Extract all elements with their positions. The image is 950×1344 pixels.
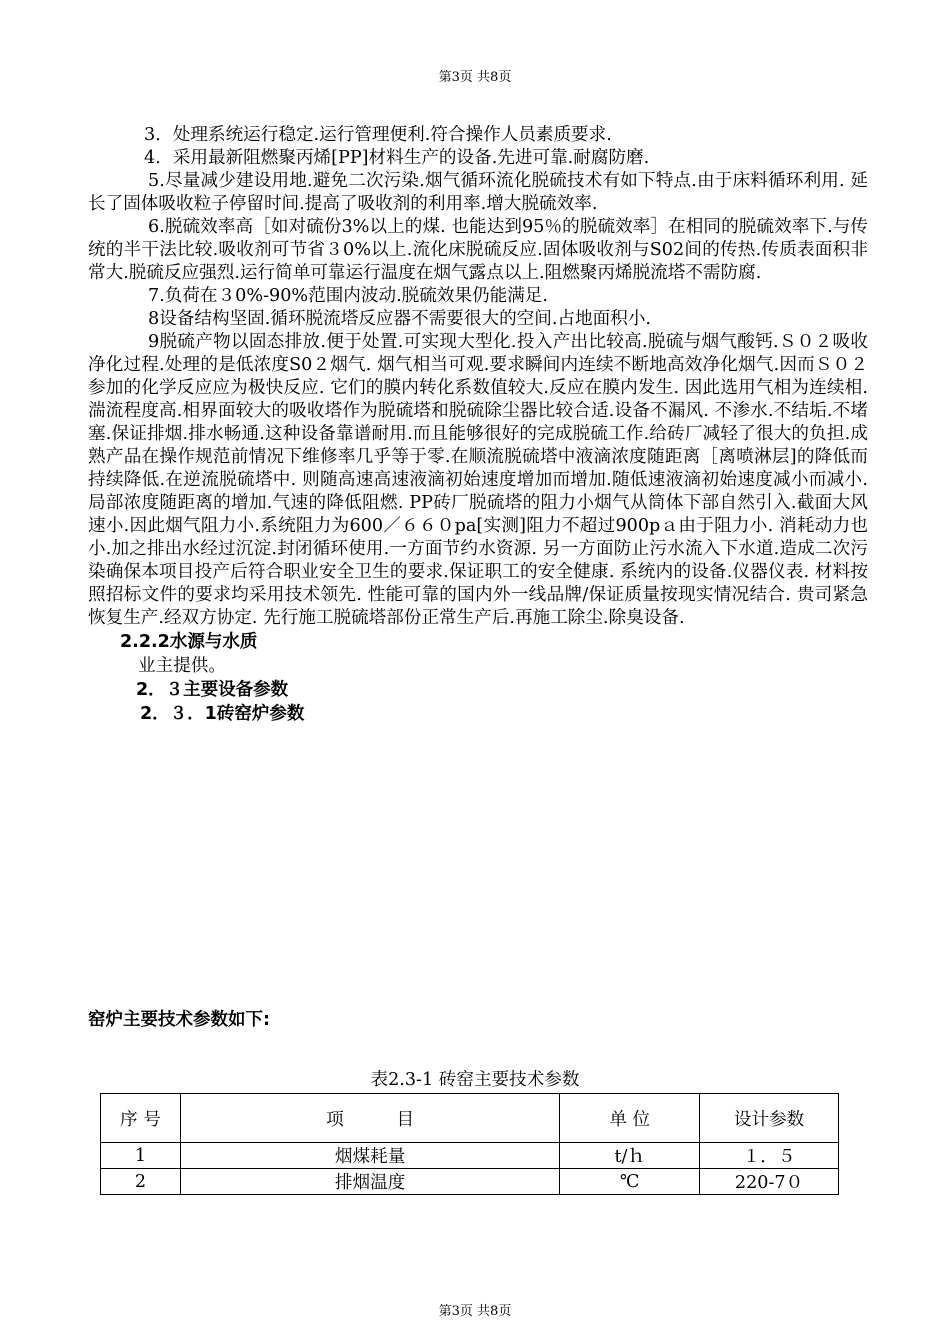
column-header-unit: 单 位 (560, 1094, 700, 1143)
section-heading-2-3: 2．３主要设备参数 (136, 680, 289, 700)
table-cell: 排烟温度 (180, 1169, 559, 1195)
table-intro: 窑炉主要技术参数如下: (88, 1010, 270, 1030)
table-header-row (101, 1094, 839, 1143)
water-source-text: 业主提供。 (138, 656, 226, 676)
paragraph-3: 3．处理系统运行稳定.运行管理便利.符合操作人员素质要求. (144, 125, 612, 145)
page-header: 第3页 共8页 (438, 70, 512, 85)
table-cell: 2 (101, 1169, 181, 1195)
column-header-design-param: 设计参数 (700, 1094, 839, 1143)
paragraph-6: 6.脱硫效率高［如对硫份3%以上的煤. 也能达到95％的脱硫效率］在相同的脱硫效率下.与传统的半干法比较.吸收剂可节省３0%以上.流化床脱硫反应.固体吸收剂与S02间的传热.传质表面积非常大.脱硫反应强烈.运行简单可靠运行温度在烟气露点以上.阻燃聚丙烯脱流塔不需防腐. (88, 217, 868, 283)
paragraph-8: 8设备结构坚固.循环脱流塔反应器不需要很大的空间.占地面积小. (148, 309, 652, 329)
page-footer: 第3页 共8页 (438, 1304, 512, 1319)
column-header-index: 序 号 (101, 1094, 181, 1143)
column-header-item: 项 目 (180, 1094, 559, 1143)
table-cell: 烟煤耗量 (180, 1143, 559, 1169)
paragraph-4: 4．采用最新阻燃聚丙烯[PP]材料生产的设备.先进可靠.耐腐防磨. (144, 148, 650, 168)
table-cell: 1 (101, 1143, 181, 1169)
table-caption: 表2.3-1 砖窑主要技术参数 (370, 1070, 580, 1090)
paragraph-5: 5.尽量减少建设用地.避免二次污染.烟气循环流化脱硫技术有如下特点.由于床料循环利用. 延长了固体吸收粒子停留时间.提高了吸收剂的利用率.增大脱硫效率. (88, 171, 868, 214)
paragraph-9: 9脱硫产物以固态排放.便于处置.可实现大型化.投入产出比较高.脱硫与烟气酸钙.Ｓ０２吸收净化过程.处理的是低浓度S0２烟气. 烟气相当可观.要求瞬间内连续不断地高效净化烟气.因而Ｓ０２参加的化学反应应为极快反应. 它们的膜内转化系数值较大.反应在膜内发生. 因此选用气相为连续相.湍流程度高.相界面较大的吸收塔作为脱硫塔和脱硫除尘器比较合适.设备不漏风. 不渗水.不结垢.不堵塞.保证排烟.排水畅通.这种设备靠谱耐用.而且能够很好的完成脱硫工作.给砖厂减轻了很大的负担.成熟产品在操作规范前情况下维修率几乎等于零.在顺流脱硫塔中液滴浓度随距离［离喷淋层]的降低而持续降低.在逆流脱硫塔中. 则随高速高速液滴初始速度增加而增加.随低速液滴初始速度减小而减小.局部浓度随距离的增加.气速的降低阻燃. PP砖厂脱硫塔的阻力小烟气从筒体下部自然引入.截面大风速小.因此烟气阻力小.系统阻力为600／６６０pa[实测]阻力不超过900pａ由于阻力小. 消耗动力也小.加之排出水经过沉淀.封闭循环使用.一方面节约水资源. 另一方面防止污水流入下水道.造成二次污染确保本项目投产后符合职业安全卫生的要求.保证职工的安全健康. 系统内的设备.仪器仪表. 材料按照招标文件的要求均采用技术领先. 性能可靠的国内外一线品牌/保证质量按现实情况结合. 贵司紧急恢复生产.经双方协定. 先行施工脱硫塔部份正常生产后.再施工除尘.除臭设备. (88, 332, 868, 628)
table-row (101, 1169, 839, 1195)
table-cell: １．５ (700, 1143, 839, 1169)
paragraph-7: 7.负荷在３0%-90%范围内波动.脱硫效果仍能满足. (148, 286, 549, 306)
document-body (88, 124, 868, 726)
table-cell: ℃ (560, 1169, 700, 1195)
kiln-parameters-table (100, 1093, 839, 1195)
section-heading-2-3-1: 2．３．1砖窑炉参数 (140, 704, 305, 724)
table-row (101, 1143, 839, 1169)
table-cell: t/ｈ (560, 1143, 700, 1169)
table-cell: 220-7０ (700, 1169, 839, 1195)
section-heading-2-2-2: 2.2.2水源与水质 (120, 632, 258, 652)
